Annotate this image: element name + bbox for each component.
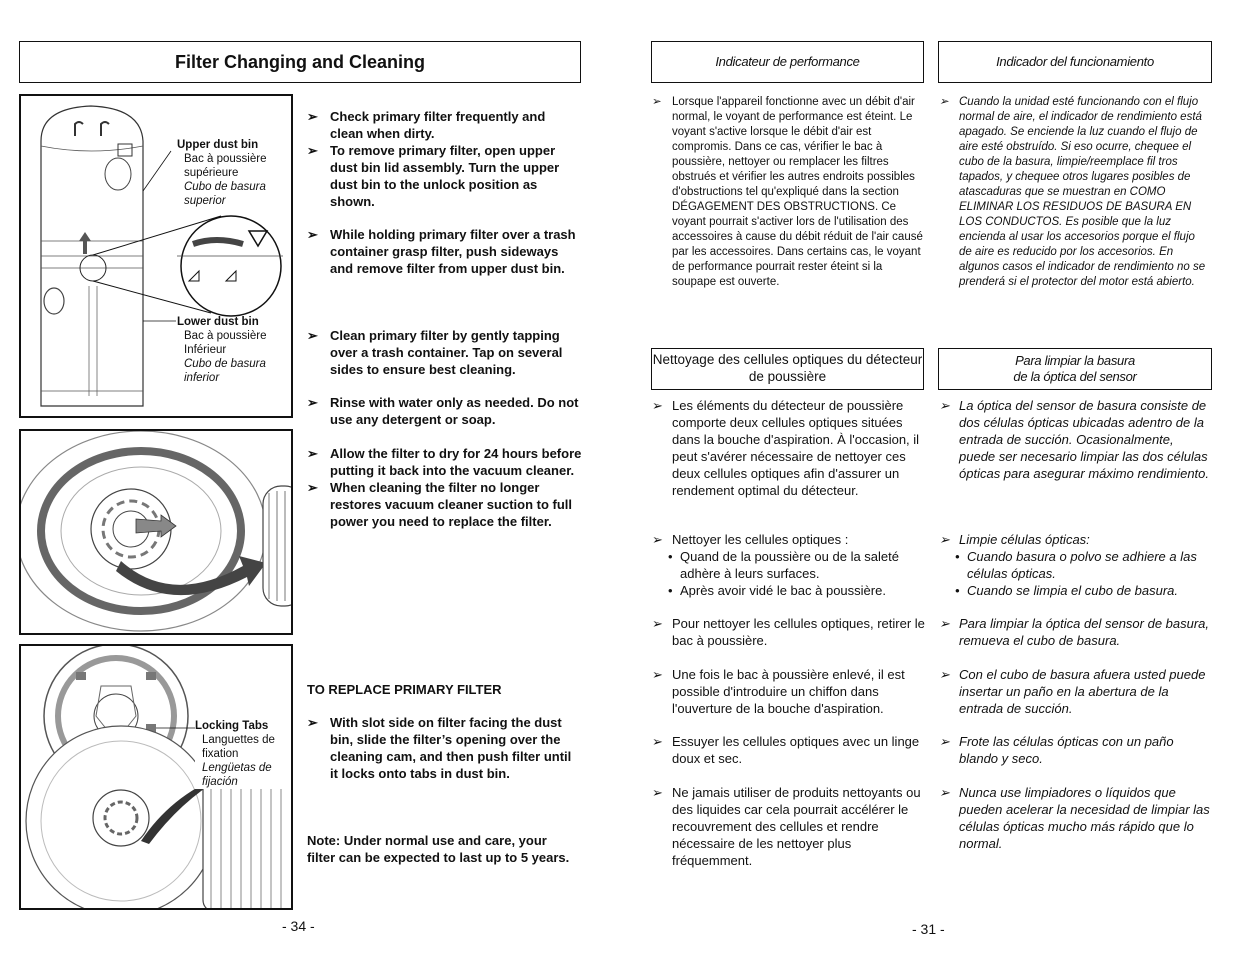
upper-dust-bin-label: Upper dust bin Bac à poussière supérieure Cubo de basura superior [177,139,267,207]
filter-steps-group3 [307,327,582,378]
list-item: ➢ When cleaning the filter no longer restores vacuum cleaner suction to full power you need to replace the filter. [307,480,573,529]
es-step-3: ➢ Frote las células ópticas con un paño blando y seco. [939,734,1174,766]
list-item: ➢ Check primary filter frequently and clean when dirty. [307,109,546,141]
list-item: ➢ Allow the filter to dry for 24 hours before putting it back into the vacuum cleaner. [307,446,582,478]
page-title: Filter Changing and Cleaning [19,41,581,83]
filter-removal-figure [19,429,293,635]
fr-performance-header: Indicateur de performance [651,41,924,83]
fr-step-2: ➢ Une fois le bac à poussière enlevé, il est possible d'introduire un chiffon dans l'ouverture de la bouche d'aspiration. [652,667,905,716]
filter-steps-group5 [307,445,582,530]
es-optics-header: Para limpiar la basura de la óptica del sensor [938,348,1212,390]
list-item: • Cuando se limpia el cubo de basura. [955,583,1179,598]
fr-intro: ➢ Les éléments du détecteur de poussière comporte deux cellules optiques situées dans la bouche d'aspiration. À l'occasion, il peut s'avérer nécessaire de nettoyer ces deux cellules optiques afin d'assurer un rendement optimal du détecteur. [652,398,920,498]
list-item: ➢ While holding primary filter over a trash container grasp filter, push sideways and remove filter from upper dust bin. [307,227,576,276]
page-number-left: - 34 - [282,918,315,934]
fr-clean-list: ➢ Nettoyer les cellules optiques : • Quand de la poussière ou de la saleté adhère à leurs surfaces. • Après avoir vidé le bac à poussière. [652,531,927,599]
locking-tabs-label: Locking Tabs Languettes de fixation Lengüetas de fijación [195,719,293,789]
fr-step-1: ➢ Pour nettoyer les cellules optiques, retirer le bac à poussière. [652,616,925,648]
list-item: ➢ Rinse with water only as needed. Do not use any detergent or soap. [307,395,579,427]
replace-filter-heading: TO REPLACE PRIMARY FILTER [307,682,502,697]
replace-filter-step [307,714,582,782]
fr-step-4: ➢ Ne jamais utiliser de produits nettoyants ou des liquides car cela pourrait accélérer le recouvrement des cellules et rendre nécessaire de les nettoyer plus fréquemment. [652,785,921,868]
filter-removal-illustration [21,431,293,635]
es-step-1: ➢ Para limpiar la óptica del sensor de basura, remueva el cubo de basura. [939,616,1210,648]
fr-performance-text: ➢ Lorsque l'appareil fonctionne avec un débit d'air normal, le voyant de performance est éteint. Le voyant s'active lorsque le débit d'air est compromis. Dans ce cas, vérifier le bac à poussière, nettoyer ou remplacer les filtres obstrués et vérifier les autres endroits possibles d'obstructions tel qu'expliqué dans la section DÉGAGEMENT DES OBSTRUCTIONS. Ce voyant pourrait s'activer lors de l'utilisation des accessoires à cause du débit réduit de l'air causé par les accessoires. Dans certains cas, le voyant de performance pourrait rester éteint si la soupape est ouverte. [652,96,923,288]
filter-steps-group4 [307,394,582,428]
es-clean-list: ➢ Limpie células ópticas: • Cuando basura o polvo se adhiere a las células ópticas. • Cuando se limpia el cubo de basura. [939,531,1211,599]
es-performance-header: Indicador del funcionamiento [938,41,1212,83]
filter-life-note: Note: Under normal use and care, your filter can be expected to last up to 5 years. [307,833,570,865]
fr-step-3: ➢ Essuyer les cellules optiques avec un linge doux et sec. [652,734,920,766]
filter-steps-group2 [307,226,582,277]
es-performance-text: ➢ Cuando la unidad esté funcionando con el flujo normal de aire, el indicador de rendimiento está apagado. Se enciende la luz cuando el flujo de aire esté obstruído. Si eso ocurre, chequee el cubo de la basura, limpie/reemplace fil tros tapados, y chequee otros lugares posibles de atascaduras que se muestran en COMO ELIMINAR LOS RESIDUOS DE BASURA EN LOS CONDUCTOS. Es posible que la luz encienda al usar los accesorios porque el flujo de aire es reducido por los accesorios. En algunos casos el indicador de rendimiento no se prenderá si el protector del motor está abierto. [939,96,1206,288]
vacuum-dust-bin-figure [19,94,293,418]
list-item: • Cuando basura o polvo se adhiere a las células ópticas. [955,549,1197,581]
list-item: ➢ With slot side on filter facing the dust bin, slide the filter’s opening over the cleaning cam, and then push filter until it locks onto tabs in dust bin. [307,715,572,781]
fr-optics-header: Nettoyage des cellules optiques du détecteur de poussière [651,348,924,390]
lower-dust-bin-label: Lower dust bin Bac à poussière Inférieur Cubo de basura inferior [177,316,267,384]
filter-steps-group1 [307,108,582,210]
list-item: ➢ To remove primary filter, open upper dust bin lid assembly. Turn the upper dust bin to the unlock position as shown. [307,143,560,209]
list-item: ➢ Clean primary filter by gently tapping over a trash container. Tap on several sides to ensure best cleaning. [307,328,563,377]
page-number-right: - 31 - [912,921,945,937]
es-step-2: ➢ Con el cubo de basura afuera usted puede insertar un paño en la abertura de la entrada de succión. [939,667,1206,716]
locking-tabs-figure [19,644,293,910]
es-intro: ➢ La óptica del sensor de basura consiste de dos células ópticas ubicadas adentro de la entrada de succión. Ocasionalmente, puede ser necesario limpiar las dos células ópticas para asegurar máximo rendimiento. [939,398,1210,481]
list-item: • Quand de la poussière ou de la saleté adhère à leurs surfaces. [668,549,899,581]
es-step-4: ➢ Nunca use limpiadores o líquidos que pueden acelerar la necesidad de limpiar las células ópticas mucho más rápido que lo normal. [939,785,1210,851]
list-item: • Après avoir vidé le bac à poussière. [668,583,886,598]
